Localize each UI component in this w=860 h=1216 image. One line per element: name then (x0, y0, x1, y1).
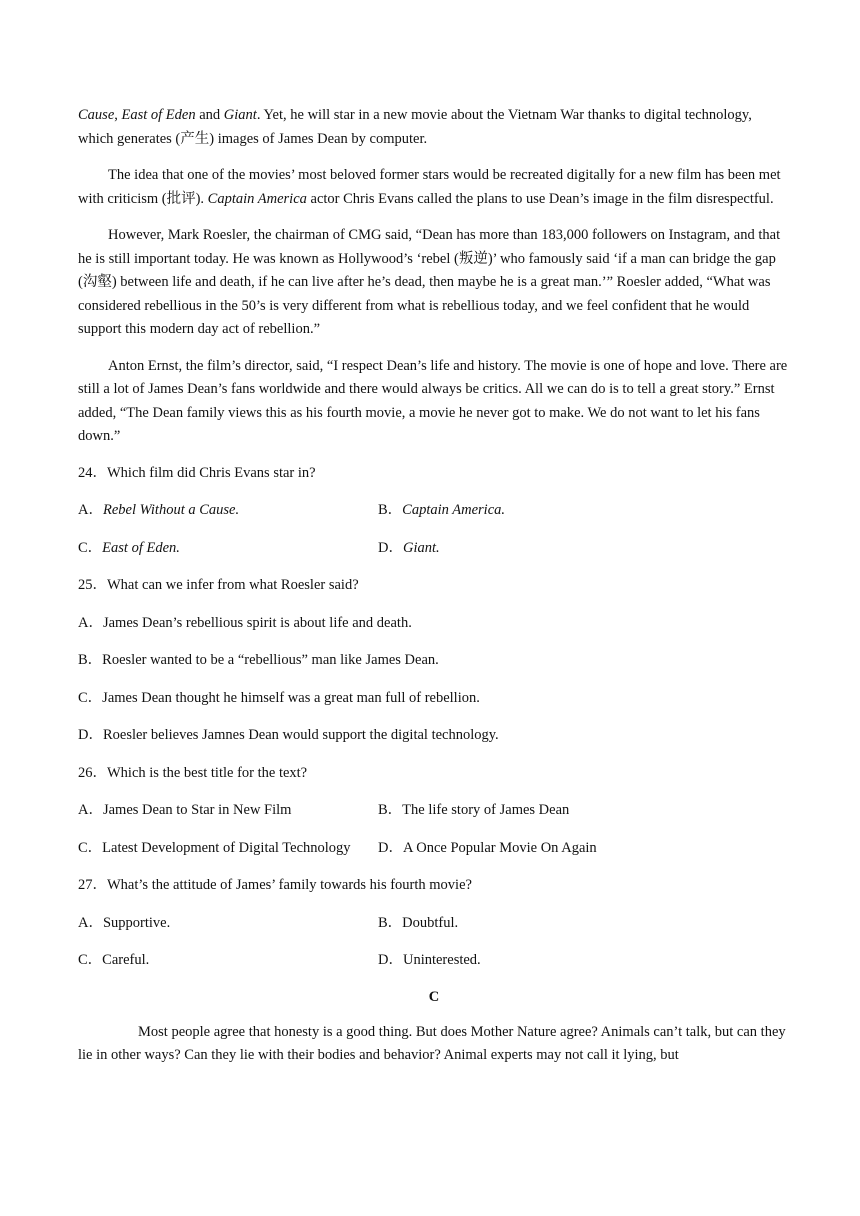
question-26-option-d[interactable]: D．A Once Popular Movie On Again (378, 839, 597, 856)
passage-b-paragraph-4: Anton Ernst, the film’s director, said, “I respect Dean’s life and history. The movie is one of hope and love. There are still a lot of James Dean’s fans worldwide and there would always be critics. All we can do is to tell a great story.” Ernst added, “The Dean family views this as his fourth movie, a movie he never got to make. We do not want to let his fans down.” (78, 357, 788, 444)
question-25-option-c[interactable]: C．James Dean thought he himself was a great man full of rebellion. (78, 689, 480, 706)
question-27-option-c[interactable]: C．Careful. (78, 952, 150, 968)
question-26-stem: 26．Which is the best title for the text? (78, 764, 308, 781)
question-26-option-a[interactable]: A．James Dean to Star in New Film (78, 802, 292, 818)
question-26-options-row-1 (78, 799, 790, 822)
passage-b-paragraph-1: Cause, East of Eden and Giant. Yet, he will star in a new movie about the Vietnam War thanks to digital technology, which generates (产生) images of James Dean by computer. (78, 107, 752, 147)
question-27-stem: 27．What’s the attitude of James’ family towards his fourth movie? (78, 877, 472, 893)
question-24-options-row-1 (78, 499, 790, 522)
section-c-heading: C (428, 988, 440, 1005)
question-24-option-a[interactable]: A．Rebel Without a Cause. (78, 502, 240, 518)
question-27-option-d[interactable]: D．Uninterested. (378, 952, 481, 968)
question-26-option-c[interactable]: C．Latest Development of Digital Technology (78, 839, 351, 856)
question-24-option-c[interactable]: C．East of Eden. (78, 539, 180, 556)
question-27-option-b[interactable]: B．Doubtful. (378, 914, 459, 931)
question-24-option-d[interactable]: D．Giant. (378, 539, 440, 556)
question-27-option-a[interactable]: A．Supportive. (78, 914, 171, 931)
question-24-options-row-2 (78, 537, 790, 560)
question-25-option-a[interactable]: A．James Dean’s rebellious spirit is about life and death. (78, 614, 412, 631)
question-24-stem: 24．Which film did Chris Evans star in? (78, 464, 316, 481)
question-26-options-row-2 (78, 837, 790, 860)
question-25-option-d[interactable]: D．Roesler believes Jamnes Dean would support the digital technology. (78, 727, 499, 743)
question-25-option-b[interactable]: B．Roesler wanted to be a “rebellious” man like James Dean. (78, 652, 439, 668)
question-24-option-b[interactable]: B．Captain America. (378, 502, 506, 518)
passage-b-paragraph-2: The idea that one of the movies’ most beloved former stars would be recreated digitally for a new film has been met with criticism (批评). Captain America actor Chris Evans called the plans to use Dean’s image in the film disrespectful. (78, 167, 781, 207)
question-27-options-row-1 (78, 912, 790, 935)
question-25-stem: 25．What can we infer from what Roesler said? (78, 577, 359, 593)
passage-b-paragraph-3: However, Mark Roesler, the chairman of CMG said, “Dean has more than 183,000 followers on Instagram, and that he is still important today. He was known as Hollywood’s ‘rebel (叛逆)’ who famously said ‘if a man can bridge the gap (沟壑) between life and death, if he can live after he’s dead, then maybe he is a great man.’” Roesler added, “What was considered rebellious in the 50’s is very different from what is rebellious today, and we feel confident that he would support this modern day act of rebellion.” (78, 227, 781, 337)
question-27-options-row-2 (78, 949, 790, 972)
question-26-option-b[interactable]: B．The life story of James Dean (378, 802, 570, 818)
section-c-paragraph-1: Most people agree that honesty is a good thing. But does Mother Nature agree? Animals can’t talk, but can they lie in other ways? Can they lie with their bodies and behavior? Animal experts may not call it lying, but (78, 1023, 786, 1063)
document-page (78, 104, 790, 1081)
